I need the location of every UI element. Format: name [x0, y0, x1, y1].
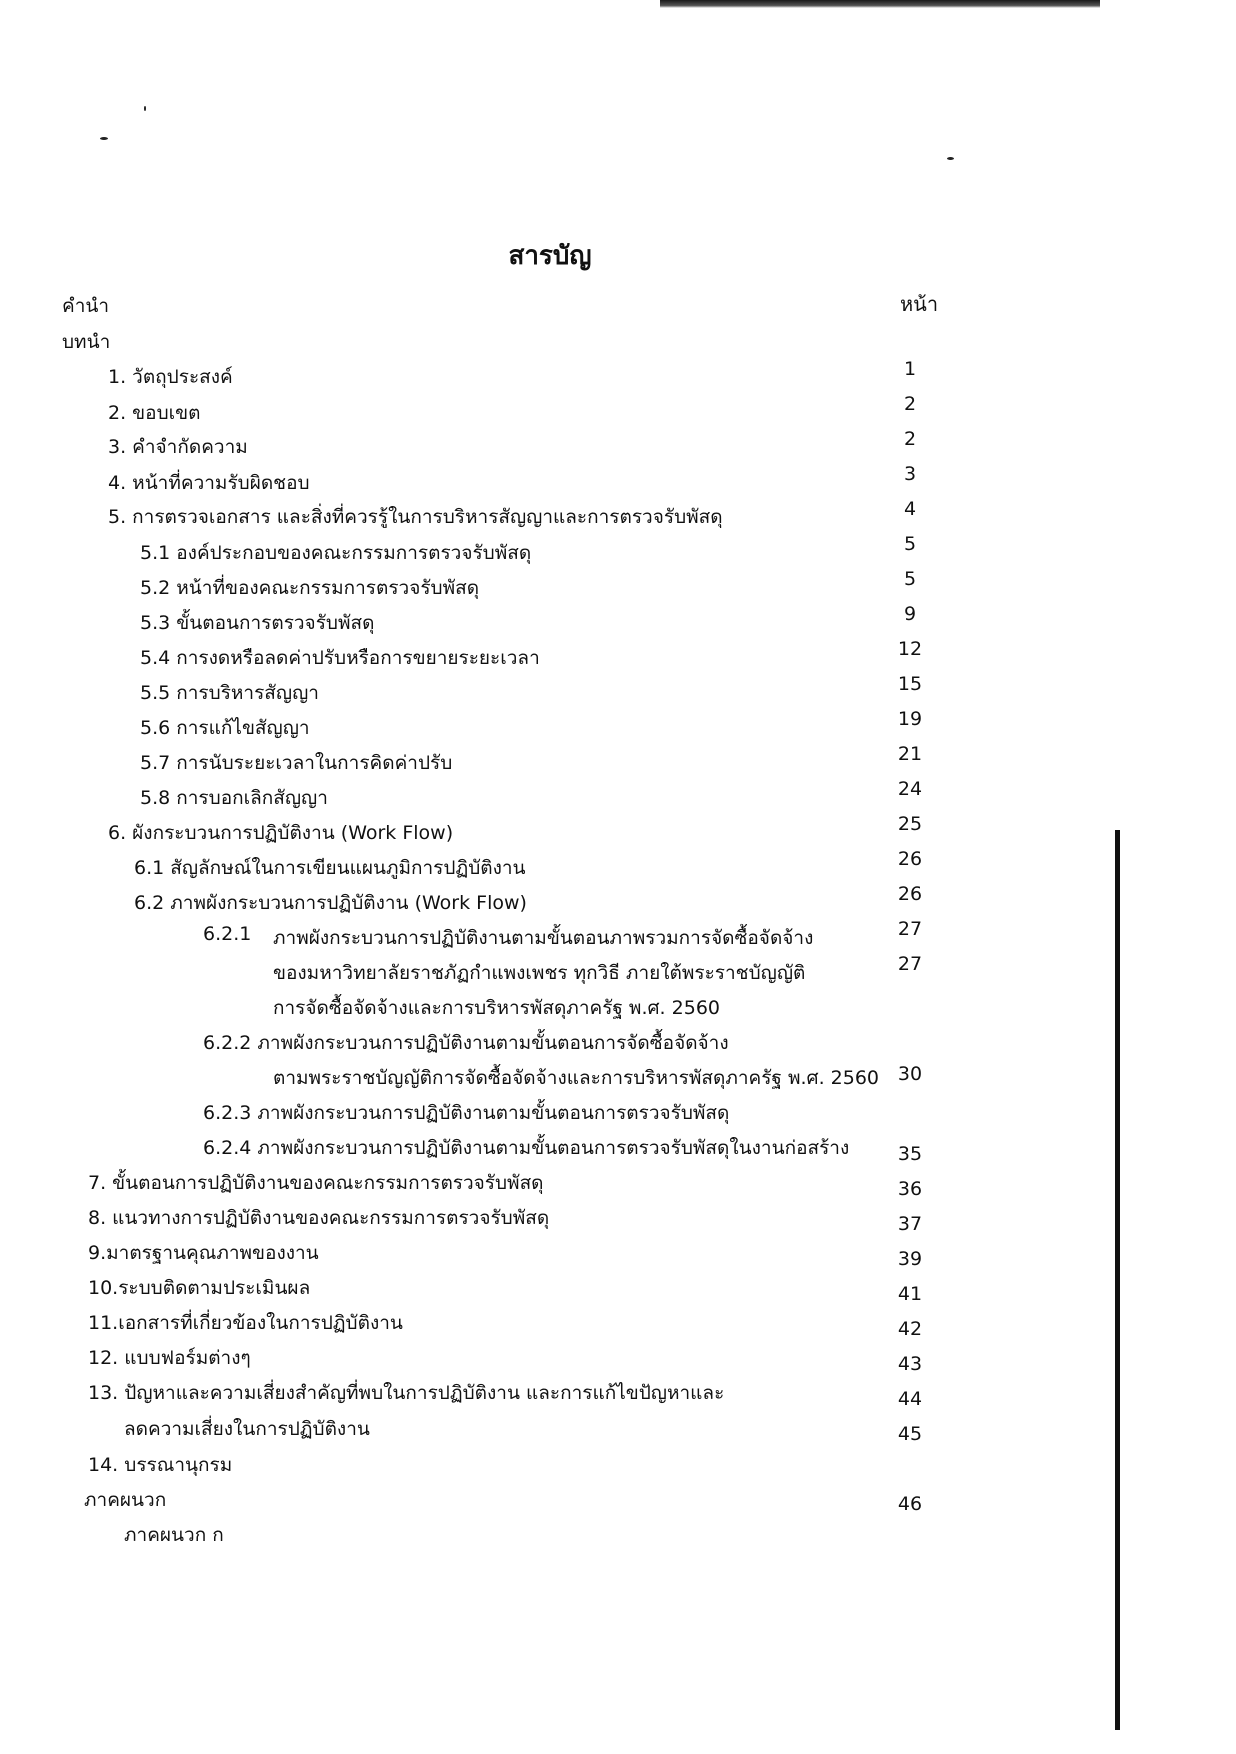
toc-entry: ลดความเสี่ยงในการปฏิบัติงาน [124, 1418, 370, 1440]
page-number: 46 [897, 1493, 923, 1515]
page-number: 30 [897, 1063, 923, 1085]
toc-entry: บทนำ [62, 331, 111, 353]
toc-entry: 1. วัตถุประสงค์ [108, 366, 233, 388]
scan-edge-top [660, 0, 1100, 8]
page-number: 43 [897, 1353, 923, 1375]
page-number: 4 [903, 498, 917, 520]
page-number: 15 [897, 673, 923, 695]
toc-entry: 12. แบบฟอร์มต่างๆ [88, 1347, 251, 1369]
toc-entry: 11.เอกสารที่เกี่ยวข้องในการปฏิบัติงาน [88, 1312, 403, 1334]
toc-entry: 5.1 องค์ประกอบของคณะกรรมการตรวจรับพัสดุ [140, 542, 532, 564]
page-number: 44 [897, 1388, 923, 1410]
toc-entry: 6.2.3 ภาพผังกระบวนการปฏิบัติงานตามขั้นตอนการตรวจรับพัสดุ [203, 1102, 730, 1124]
page-number: 36 [897, 1178, 923, 1200]
page-number: 2 [903, 428, 917, 450]
toc-entry: 5.5 การบริหารสัญญา [140, 682, 319, 704]
toc-entry: 5.8 การบอกเลิกสัญญา [140, 787, 328, 809]
page-number: 45 [897, 1423, 923, 1445]
page-number: 5 [903, 568, 917, 590]
scan-speck [144, 106, 146, 111]
toc-entry: ภาคผนวก [84, 1489, 167, 1511]
page-number: 21 [897, 743, 923, 765]
toc-entry: การจัดซื้อจัดจ้างและการบริหารพัสดุภาครัฐ พ.ศ. 2560 [273, 997, 720, 1019]
toc-entry: 6.1 สัญลักษณ์ในการเขียนแผนภูมิการปฏิบัติงาน [134, 857, 526, 879]
page-number: 37 [897, 1213, 923, 1235]
toc-entry: 3. คำจำกัดความ [108, 436, 248, 458]
toc-entry: 6.2.2 ภาพผังกระบวนการปฏิบัติงานตามขั้นตอนการจัดซื้อจัดจ้าง [203, 1032, 729, 1054]
page-number: 24 [897, 778, 923, 800]
toc-entry: ตามพระราชบัญญัติการจัดซื้อจัดจ้างและการบริหารพัสดุภาครัฐ พ.ศ. 2560 [273, 1067, 880, 1089]
page-number: 39 [897, 1248, 923, 1270]
toc-entry: 5.2 หน้าที่ของคณะกรรมการตรวจรับพัสดุ [140, 577, 480, 599]
toc-entry: 6.2.1 [203, 923, 252, 945]
toc-entry: คำนำ [62, 295, 110, 317]
toc-entry: 10.ระบบติดตามประเมินผล [88, 1277, 311, 1299]
page-number: 41 [897, 1283, 923, 1305]
page-number: 1 [903, 358, 917, 380]
toc-entry: 5.6 การแก้ไขสัญญา [140, 717, 310, 739]
toc-entry: 5. การตรวจเอกสาร และสิ่งที่ควรรู้ในการบริหารสัญญาและการตรวจรับพัสดุ [108, 506, 723, 528]
page-title: สารบัญ [508, 241, 592, 271]
toc-entry: 5.3 ขั้นตอนการตรวจรับพัสดุ [140, 612, 375, 634]
page-number: 5 [903, 533, 917, 555]
page-number: 26 [897, 848, 923, 870]
toc-entry: 9.มาตรฐานคุณภาพของงาน [88, 1242, 319, 1264]
page-number: 2 [903, 393, 917, 415]
page-column-label: หน้า [900, 292, 939, 316]
scan-edge-right [1115, 830, 1120, 1730]
toc-entry: 6. ผังกระบวนการปฏิบัติงาน (Work Flow) [108, 822, 454, 844]
toc-entry: 7. ขั้นตอนการปฏิบัติงานของคณะกรรมการตรวจรับพัสดุ [88, 1172, 544, 1194]
toc-entry: 6.2.4 ภาพผังกระบวนการปฏิบัติงานตามขั้นตอนการตรวจรับพัสดุในงานก่อสร้าง [203, 1137, 850, 1159]
page-number: 42 [897, 1318, 923, 1340]
page-number: 27 [897, 918, 923, 940]
page-number: 27 [897, 953, 923, 975]
page-number: 25 [897, 813, 923, 835]
toc-entry: 6.2 ภาพผังกระบวนการปฏิบัติงาน (Work Flow) [134, 892, 527, 914]
page-number: 3 [903, 463, 917, 485]
page-number: 9 [903, 603, 917, 625]
toc-entry: 5.4 การงดหรือลดค่าปรับหรือการขยายระยะเวลา [140, 647, 540, 669]
page-number: 19 [897, 708, 923, 730]
toc-entry: 8. แนวทางการปฏิบัติงานของคณะกรรมการตรวจรับพัสดุ [88, 1207, 550, 1229]
toc-entry: 14. บรรณานุกรม [88, 1454, 233, 1476]
toc-entry: 5.7 การนับระยะเวลาในการคิดค่าปรับ [140, 752, 453, 774]
toc-entry: 4. หน้าที่ความรับผิดชอบ [108, 472, 310, 494]
page-number: 12 [897, 638, 923, 660]
page-number: 26 [897, 883, 923, 905]
toc-entry: ของมหาวิทยาลัยราชภัฏกำแพงเพชร ทุกวิธี ภายใต้พระราชบัญญัติ [273, 962, 806, 984]
scan-speck [100, 137, 108, 140]
scan-speck [947, 157, 954, 160]
toc-entry: ภาพผังกระบวนการปฏิบัติงานตามขั้นตอนภาพรวมการจัดซื้อจัดจ้าง [273, 927, 814, 949]
toc-entry: ภาคผนวก ก [124, 1524, 224, 1546]
page-number: 35 [897, 1143, 923, 1165]
toc-entry: 13. ปัญหาและความเสี่ยงสำคัญที่พบในการปฏิบัติงาน และการแก้ไขปัญหาและ [88, 1382, 725, 1404]
toc-entry: 2. ขอบเขต [108, 402, 201, 424]
